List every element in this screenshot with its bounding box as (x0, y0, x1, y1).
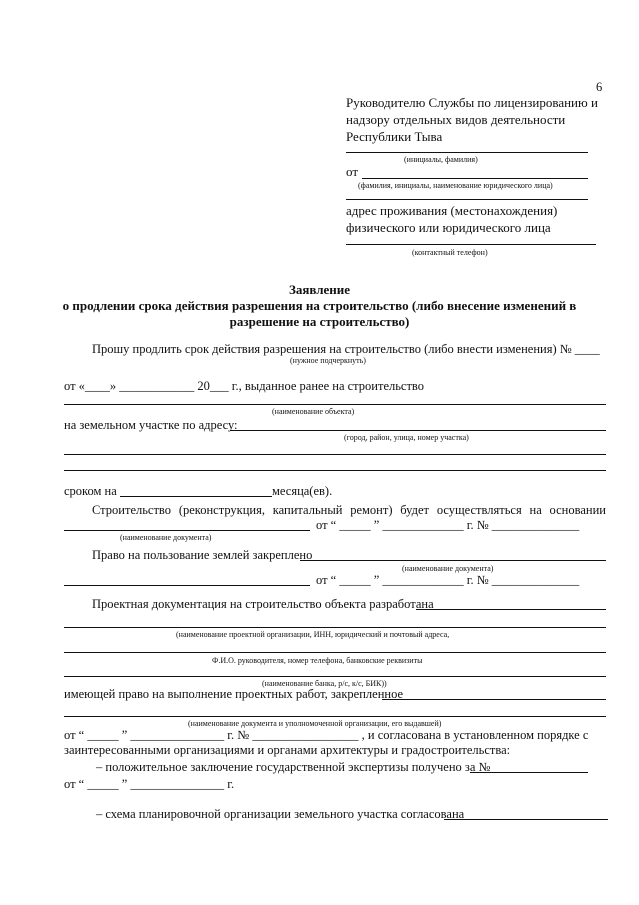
construction-word: капитальный (272, 503, 343, 517)
bank-line[interactable] (64, 676, 606, 677)
term-line[interactable] (120, 496, 272, 497)
construction-word: основании (549, 503, 606, 517)
construction-row (92, 503, 606, 518)
construction-word: будет (400, 503, 430, 517)
date-row-1: от “ _____ ” _____________ г. № ______________ (316, 518, 580, 532)
address-line-b[interactable] (64, 470, 606, 471)
title-line-3: разрешение на строительство) (229, 314, 410, 329)
land-plot-line[interactable] (230, 430, 606, 431)
caption-initials: (инициалы, фамилия) (404, 155, 478, 164)
initials-line[interactable] (346, 152, 588, 153)
caption-org: (наименование проектной организации, ИНН, юридический и почтовый адреса, (176, 630, 450, 639)
date-row-3: от “ _____ ” _______________ г. (64, 777, 235, 791)
caption-bank: (наименование банка, р/с, к/с, БИК)) (262, 679, 387, 688)
issuer-line[interactable] (64, 716, 606, 717)
construction-word: на (529, 503, 542, 517)
agreed-line-2: заинтересованными организациями и органами архитектуры и градостроительства: (64, 743, 511, 757)
land-doc-line[interactable] (64, 585, 310, 586)
license-right-line[interactable] (382, 699, 606, 700)
caption-issuer: (наименование документа и уполномоченной организации, его выдавшей) (188, 719, 442, 728)
page-number: 6 (596, 80, 603, 94)
land-right-line[interactable] (300, 560, 606, 561)
caption-underline: (нужное подчеркнуть) (290, 356, 366, 365)
org-line[interactable] (64, 627, 606, 628)
construction-word: Строительство (92, 503, 172, 517)
agreed-line: от “ _____ ” _______________ г. № _________________ , и согласована в установленном порядке с (64, 728, 589, 742)
phone-line[interactable] (346, 244, 596, 245)
basis-doc-line[interactable] (64, 530, 310, 531)
construction-word: осуществляться (436, 503, 522, 517)
construction-word: ремонт) (350, 503, 393, 517)
scheme-text: – схема планировочной организации земельного участка согласована (96, 807, 465, 821)
head-line[interactable] (64, 652, 606, 653)
expertise-text: – положительное заключение государственной экспертизы получено за № (96, 760, 491, 774)
caption-document-2: (наименование документа) (402, 564, 494, 573)
caption-document-1: (наименование документа) (120, 533, 212, 542)
land-right-text: Право на пользование землей закреплено (92, 548, 313, 562)
caption-head: Ф.И.О. руководителя, номер телефона, банковские реквизиты (212, 656, 423, 665)
addressee-line-3: Республики Тыва (346, 129, 443, 144)
object-line[interactable] (64, 404, 606, 405)
addressee-line-2: надзору отдельных видов деятельности (346, 112, 566, 127)
from-label: от (346, 164, 359, 179)
construction-word: (реконструкция, (178, 503, 265, 517)
from-line[interactable] (362, 178, 588, 179)
term-prefix: сроком на (64, 484, 117, 498)
project-doc-text: Проектная документация на строительство объекта разработана (92, 597, 434, 611)
caption-phone: (контактный телефон) (412, 248, 488, 257)
addressee-line-1: Руководителю Службы по лицензированию и (346, 95, 598, 110)
land-plot-label: на земельном участке по адресу: (64, 418, 238, 432)
expertise-line[interactable] (470, 772, 588, 773)
scheme-line[interactable] (444, 819, 608, 820)
date-issued-text: от «____» ____________ 20___ г., выданное ранее на строительство (64, 379, 425, 393)
project-doc-line[interactable] (416, 609, 606, 610)
date-row-2: от “ _____ ” _____________ г. № ______________ (316, 573, 580, 587)
license-right-text: имеющей право на выполнение проектных работ, закрепленное (64, 687, 404, 701)
from-line-2[interactable] (346, 199, 588, 200)
term-suffix: месяца(ев). (272, 484, 333, 498)
address-line-1: адрес проживания (местонахождения) (346, 203, 558, 218)
address-line-2: физического или юридического лица (346, 220, 551, 235)
caption-from: (фамилия, инициалы, наименование юридического лица) (358, 181, 553, 190)
address-line-a[interactable] (64, 454, 606, 455)
caption-object: (наименование объекта) (272, 407, 355, 416)
title-line-1: Заявление (288, 282, 351, 297)
request-text: Прошу продлить срок действия разрешения на строительство (либо внести изменения) № ____ (92, 342, 600, 356)
caption-address: (город, район, улица, номер участка) (344, 433, 469, 442)
title-line-2: о продлении срока действия разрешения на строительство (либо внесение изменений в (62, 298, 577, 313)
